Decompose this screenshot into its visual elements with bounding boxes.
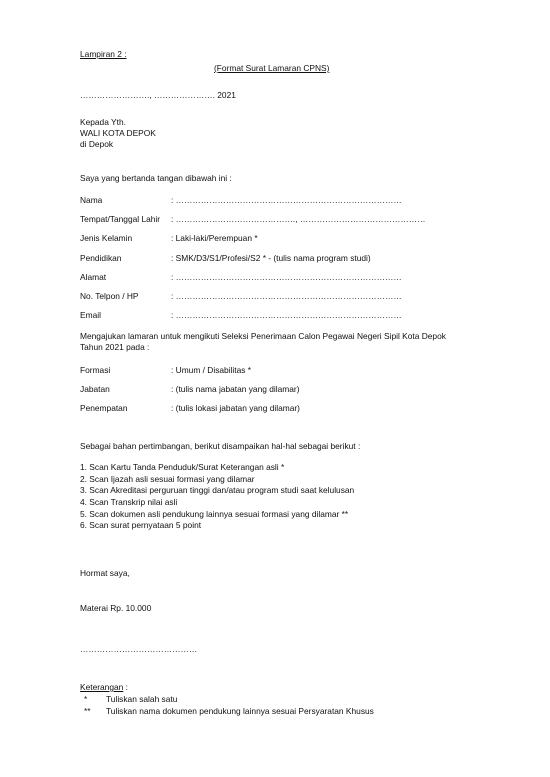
field-label: Email (80, 310, 101, 320)
field-value: : ……………………………………………………………………… (171, 291, 402, 301)
field-value: : Laki-laki/Perempuan * (171, 233, 258, 243)
list-item: 1. Scan Kartu Tanda Penduduk/Surat Keterangan asli * (80, 462, 285, 472)
application-line-1: Mengajukan lamaran untuk mengikuti Seleksi Penerimaan Calon Pegawai Negeri Sipil Kota Depok (80, 331, 446, 341)
field-label: Pendidikan (80, 253, 122, 263)
list-item: 3. Scan Akreditasi perguruan tinggi dan/atau program studi saat kelulusan (80, 485, 355, 496)
closing-text: Hormat saya, (80, 568, 130, 578)
field-value: : Umum / Disabilitas * (171, 365, 252, 375)
field-label: Formasi (80, 365, 111, 375)
signature-line: …………………………………… (80, 644, 198, 654)
note-item (84, 694, 177, 705)
attachment-label: Lampiran 2 : (80, 49, 127, 59)
field-label: Jabatan (80, 384, 110, 394)
note-item (84, 706, 374, 717)
field-value: : SMK/D3/S1/Profesi/S2 * - (tulis nama program studi) (171, 253, 371, 263)
application-line-2: Tahun 2021 pada : (80, 342, 150, 352)
field-label: Alamat (80, 272, 107, 282)
field-label: No. Telpon / HP (80, 291, 139, 301)
note-text: Tuliskan salah satu (106, 694, 178, 704)
intro-text: Saya yang bertanda tangan dibawah ini : (80, 173, 232, 183)
notes-heading (80, 682, 128, 693)
document-title: (Format Surat Lamaran CPNS) (214, 63, 330, 73)
list-item: 4. Scan Transkrip nilai asli (80, 497, 178, 508)
recipient-name: WALI KOTA DEPOK (80, 128, 156, 138)
field-value: : (tulis lokasi jabatan yang dilamar) (171, 403, 300, 413)
note-mark: * (84, 694, 88, 704)
field-value: : (tulis nama jabatan yang dilamar) (171, 384, 300, 394)
date-line: ……………………., …………………. 2021 (80, 90, 236, 100)
recipient-greeting: Kepada Yth. (80, 117, 126, 127)
attachment-list (80, 462, 354, 532)
notes-heading-colon: : (123, 682, 128, 692)
field-label: Jenis Kelamin (80, 233, 133, 243)
field-value: : ……………………………………………………………………… (171, 272, 402, 282)
notes-heading-label: Keterangan (80, 682, 124, 692)
list-item: 2. Scan Ijazah asli sesuai formasi yang dilamar (80, 473, 255, 484)
recipient-location: di Depok (80, 139, 114, 149)
note-mark: ** (84, 706, 91, 716)
consideration-text: Sebagai bahan pertimbangan, berikut disampaikan hal-hal sebagai berikut : (80, 441, 361, 451)
field-value: : ……………………………………., ……………………………………… (171, 214, 426, 224)
list-item: 6. Scan surat pernyataan 5 point (80, 520, 202, 531)
stamp-text: Materai Rp. 10.000 (80, 603, 152, 613)
field-value: : ……………………………………………………………………… (171, 195, 402, 205)
note-text: Tuliskan nama dokumen pendukung lainnya sesuai Persyaratan Khusus (106, 706, 374, 716)
field-label: Tempat/Tanggal Lahir (80, 214, 161, 224)
field-label: Nama (80, 195, 103, 205)
list-item: 5. Scan dokumen asli pendukung lainnya sesuai formasi yang dilamar ** (80, 508, 349, 519)
field-label: Penempatan (80, 403, 128, 413)
field-value: : ……………………………………………………………………… (171, 310, 402, 320)
